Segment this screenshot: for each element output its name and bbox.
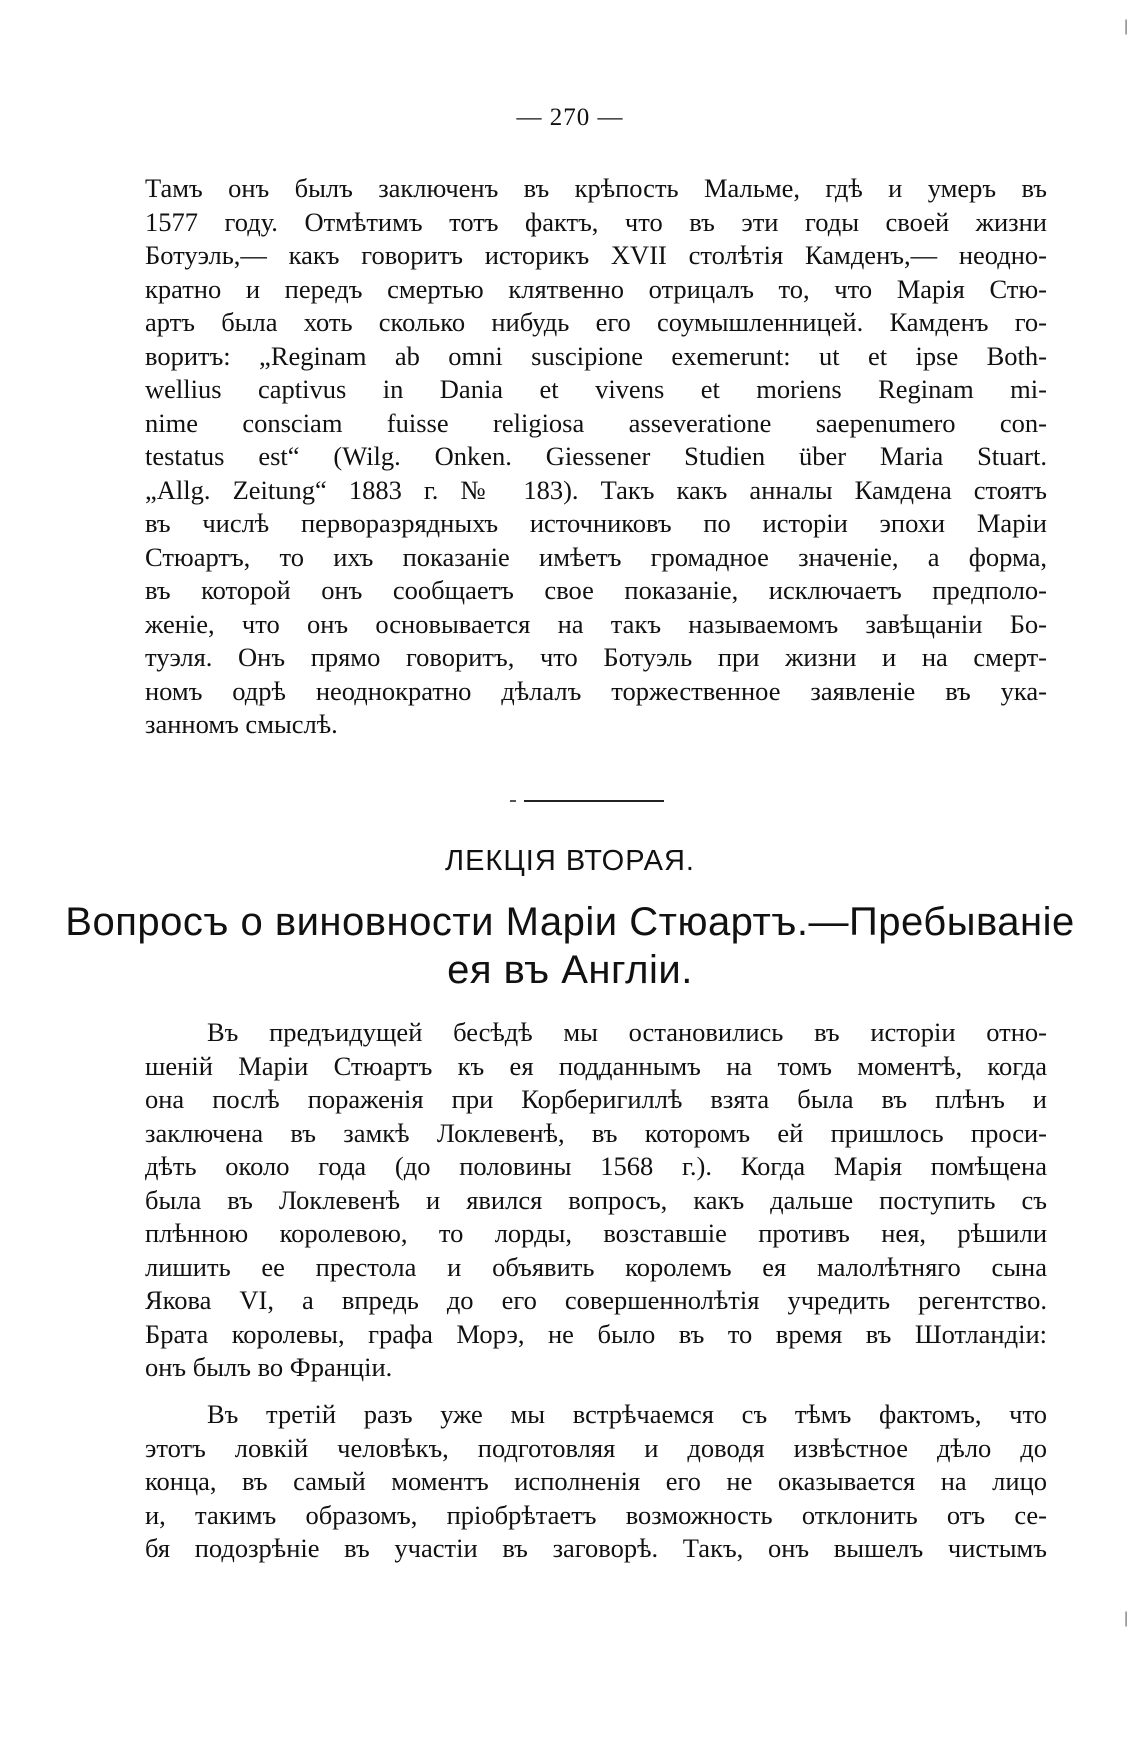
text-line: кратно и передъ смертью клятвенно отрицалъ то, что Марія Стю-	[145, 273, 1047, 304]
text-line: конца, въ самый моментъ исполненія его не оказывается на лицо	[145, 1466, 1047, 1496]
scan-edge-mark: |	[1124, 1610, 1129, 1627]
text-line: Въ предъидущей бесѣдѣ мы остановились въ исторіи отно-	[207, 1017, 1047, 1047]
text-line: Ботуэль,— какъ говоритъ историкъ XVII столѣтія Камденъ,— неодно-	[145, 240, 1047, 270]
top-paragraph	[145, 172, 1047, 742]
paragraph-2	[145, 1016, 1047, 1385]
text-line: testatus est“ (Wilg. Onken. Giessener Studien über Maria Stuart.	[145, 441, 1047, 471]
text-line: Тамъ онъ былъ заключенъ въ крѣпость Мальме, гдѣ и умеръ въ	[145, 173, 1047, 203]
text-line: дѣть около года (до половины 1568 г.). Когда Марія помѣщена	[145, 1151, 1047, 1181]
page-number: — 270 —	[516, 104, 624, 131]
text-line: этотъ ловкій человѣкъ, подготовляя и доводя извѣстное дѣло до	[145, 1432, 1047, 1463]
text-line: лишить ее престола и объявить королемъ ея малолѣтняго сына	[145, 1251, 1047, 1282]
text-line: въ которой онъ сообщаетъ свое показаніе, исключаетъ предполо-	[145, 575, 1047, 605]
text-line: воритъ: „Reginam ab omni suscipione exemerunt: ut et ipse Both-	[145, 340, 1047, 371]
divider-dot	[510, 800, 516, 802]
text-line: занномъ смыслѣ.	[145, 709, 338, 739]
lecture-label: ЛЕКЦІЯ ВТОРАЯ.	[445, 845, 695, 877]
chapter-title-line-2: ея въ Англіи.	[447, 948, 693, 992]
text-line: она послѣ пораженія при Корберигиллѣ взята была въ плѣнъ и	[145, 1084, 1047, 1114]
chapter-title-line-1: Вопросъ о виновности Маріи Стюартъ.—Пребываніе	[65, 900, 1075, 944]
scan-edge-mark: |	[1124, 18, 1129, 35]
section-divider	[524, 800, 664, 802]
paragraph-3	[145, 1398, 1047, 1566]
text-line: nime consciam fuisse religiosa asseveratione saepenumero con-	[145, 407, 1047, 438]
text-line: туэля. Онъ прямо говоритъ, что Ботуэль при жизни и на смерт-	[145, 642, 1047, 672]
text-line: въ числѣ перворазрядныхъ источниковъ по исторіи эпохи Маріи	[145, 508, 1047, 538]
text-line: Якова VI, а впредь до его совершеннолѣтія учредить регентство.	[145, 1285, 1047, 1315]
text-line: „Allg. Zeitung“ 1883 г. № 183). Такъ какъ анналы Камдена стоятъ	[145, 474, 1047, 505]
text-line: wellius captivus in Dania et vivens et moriens Reginam mi-	[145, 374, 1047, 404]
text-line: женіе, что онъ основывается на такъ называемомъ завѣщаніи Бо-	[145, 608, 1047, 639]
text-line: номъ одрѣ неоднократно дѣлалъ торжественное заявленіе въ ука-	[145, 675, 1047, 706]
text-line: заключена въ замкѣ Локлевенѣ, въ которомъ ей пришлось проси-	[145, 1117, 1047, 1148]
text-line: и, такимъ образомъ, пріобрѣтаетъ возможность отклонить отъ се-	[145, 1499, 1047, 1530]
text-line: плѣнною королевою, то лорды, возставшіе противъ нея, рѣшили	[145, 1218, 1047, 1248]
text-line: 1577 году. Отмѣтимъ тотъ фактъ, что въ эти годы своей жизни	[145, 206, 1047, 237]
text-line: Брата королевы, графа Морэ, не было въ то время въ Шотландіи:	[145, 1318, 1047, 1349]
text-line: бя подозрѣніе въ участіи въ заговорѣ. Такъ, онъ вышелъ чистымъ	[145, 1533, 1047, 1563]
text-line: Стюартъ, то ихъ показаніе имѣетъ громадное значеніе, а форма,	[145, 541, 1047, 572]
text-line: Въ третій разъ уже мы встрѣчаемся съ тѣмъ фактомъ, что	[207, 1399, 1047, 1429]
text-line: шеній Маріи Стюартъ къ ея подданнымъ на томъ моментѣ, когда	[145, 1050, 1047, 1081]
text-line: артъ была хоть сколько нибудь его соумышленницей. Камденъ го-	[145, 307, 1047, 337]
text-line: онъ былъ во Франціи.	[145, 1352, 393, 1382]
text-line: была въ Локлевенѣ и явился вопросъ, какъ дальше поступить съ	[145, 1184, 1047, 1215]
